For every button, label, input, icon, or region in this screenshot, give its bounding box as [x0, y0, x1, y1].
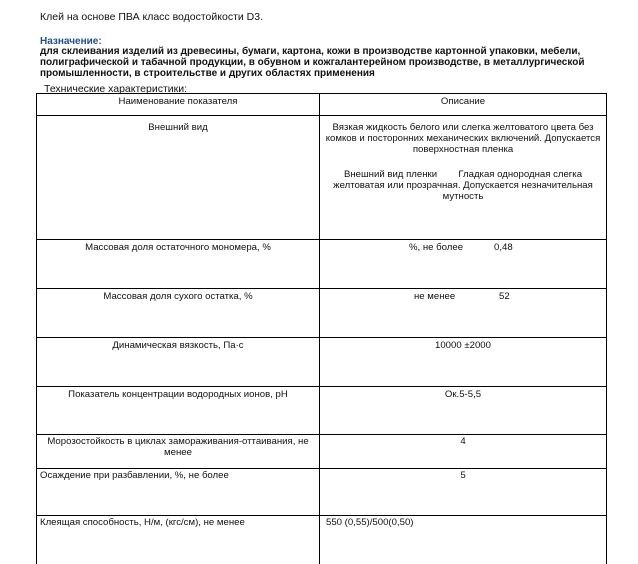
- table-row: [37, 435, 607, 469]
- table-row: [37, 116, 607, 240]
- header-description: Описание: [440, 96, 486, 107]
- table-row: [37, 516, 607, 564]
- table-row: [37, 289, 607, 338]
- row-name: Клеящая способность, Н/м, (кгс/см), не менее: [40, 517, 245, 528]
- table-row: [37, 469, 607, 516]
- row-description: Вязкая жидкость белого или слегка желтоватого цвета без комков и посторонних механических включений. Допускается поверхностная пленка: [325, 122, 601, 155]
- row-description-label: %, не более: [409, 242, 464, 253]
- row-description-value: 52: [499, 291, 510, 302]
- row-description: 4: [460, 436, 466, 447]
- product-intro: Клей на основе ПВА класс водостойкости D3.: [40, 11, 263, 23]
- row-name: Осаждение при разбавлении, %, не более: [40, 470, 229, 481]
- table-row: [37, 387, 607, 435]
- row-name: Массовая доля остаточного мономера, %: [85, 242, 271, 253]
- row-name: Показатель концентрации водородных ионов, pH: [68, 389, 288, 400]
- row-description: 5: [460, 470, 466, 481]
- row-description-label: не менее: [414, 291, 456, 302]
- row-description-value: 0,48: [494, 242, 513, 253]
- purpose-text: для склеивания изделий из древесины, бумаги, картона, кожи в производстве картонной упаковки, мебели, полиграфической и табачной продукции, в обувном и кожгалантерейном производстве, в металлургической промышленности, в строительстве и других областях применения: [40, 46, 585, 79]
- row-description-film: Внешний вид пленки Гладкая однородная слегка желтоватая или прозрачная. Допускается незначительная мутность: [333, 169, 596, 202]
- table-header-row: [37, 94, 607, 116]
- row-name: Динамическая вязкость, Па·с: [112, 340, 244, 351]
- row-name: Массовая доля сухого остатка, %: [103, 291, 253, 302]
- table-row: [37, 338, 607, 387]
- row-description: 10000 ±2000: [435, 340, 491, 351]
- tech-heading: Технические характеристики:: [44, 83, 188, 95]
- specs-table: [36, 93, 607, 564]
- table-row: [37, 240, 607, 289]
- header-name: Наименование показателя: [118, 96, 238, 107]
- row-name: Морозостойкость в циклах замораживания-оттаивания, не менее: [47, 436, 309, 458]
- row-name: Внешний вид: [148, 122, 208, 133]
- purpose-heading: Назначение:: [40, 36, 102, 47]
- row-description: 550 (0,55)/500(0,50): [326, 517, 414, 528]
- row-description: Ок.5-5,5: [444, 389, 482, 400]
